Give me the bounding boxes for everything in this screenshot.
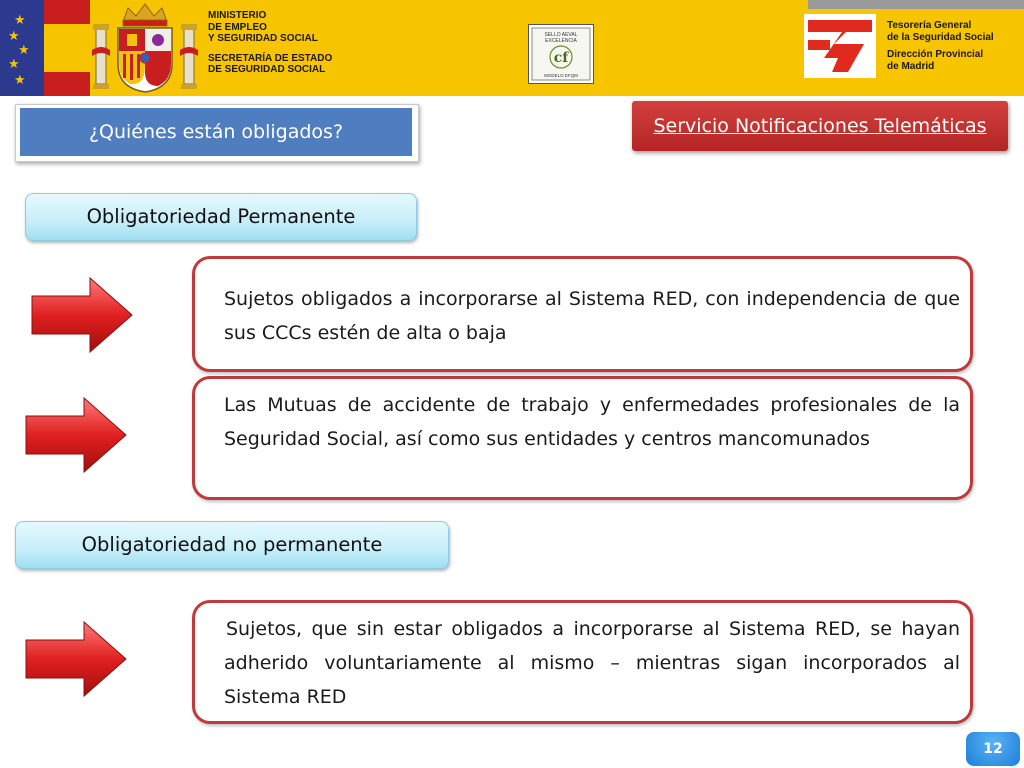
seal-line: MODELO EFQM: [544, 73, 578, 78]
seal-line: SELLO AEVAL: [544, 32, 578, 38]
ministry-line: DE EMPLEO: [208, 21, 267, 33]
text-card: [192, 256, 973, 372]
arrow-right-icon: [22, 396, 130, 474]
text-card: [192, 376, 973, 500]
arrow-right-icon: [28, 276, 136, 354]
seal-line: EXCELENCIA: [545, 38, 577, 44]
card-text: Sujetos, que sin estar obligados a incorporarse al Sistema RED, se hayan adherido voluntariamente al mismo – mientras sigan incorporados al Sistema RED: [224, 618, 960, 708]
ministry-name: [208, 10, 332, 76]
secretariat-line: SECRETARÍA DE ESTADO: [208, 52, 333, 64]
seal-mark: cf: [553, 50, 569, 66]
service-label: Servicio Notificaciones Telemáticas: [632, 101, 1008, 151]
slide-title-frame: [15, 104, 419, 162]
secretariat-line: DE SEGURIDAD SOCIAL: [208, 64, 326, 75]
province-line: de Madrid: [887, 60, 935, 72]
eu-flag-icon: ★ ★ ★ ★ ★: [0, 0, 44, 96]
tgss-line: de la Seguridad Social: [887, 31, 994, 43]
coat-of-arms-icon: [90, 0, 200, 96]
card-text: Las Mutuas de accidente de trabajo y enfermedades profesionales de la Seguridad Social, así como sus entidades y centros mancomunados: [224, 394, 960, 450]
ministry-line: Y SEGURIDAD SOCIAL: [208, 33, 318, 44]
card-text: Sujetos obligados a incorporarse al Sistema RED, con independencia de que sus CCCs estén de alta o baja: [224, 288, 960, 344]
ministry-line: MINISTERIO: [208, 10, 267, 21]
section-permanent: Obligatoriedad Permanente: [25, 193, 417, 241]
tgss-name: [887, 20, 994, 72]
header-accent-bar: [808, 0, 1024, 9]
text-card: [192, 600, 973, 724]
page-number: 12: [966, 732, 1020, 766]
efqm-seal-icon: [528, 24, 594, 84]
arrow-right-icon: [22, 620, 130, 698]
spain-flag-stripe: [44, 24, 90, 72]
tgss-line: Tesorería General: [887, 20, 972, 31]
province-line: Dirección Provincial: [887, 49, 984, 60]
tgss-logo-icon: [804, 14, 876, 78]
section-non-permanent: Obligatoriedad no permanente: [15, 521, 449, 569]
slide-title: ¿Quiénes están obligados?: [20, 108, 412, 156]
header-banner: [0, 0, 1024, 96]
